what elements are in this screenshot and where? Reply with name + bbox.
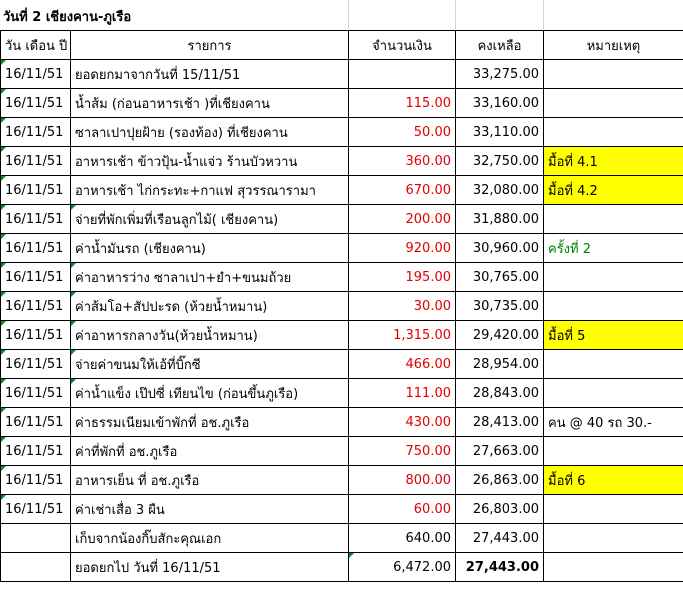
cell-date-text: 16/11/51 <box>5 298 64 314</box>
cell-marker-icon <box>1 437 6 442</box>
cell-date-text: 16/11/51 <box>5 472 64 488</box>
cell-date[interactable] <box>1 205 71 234</box>
cell-note[interactable] <box>544 524 683 553</box>
cell-marker-icon <box>349 553 354 558</box>
cell-balance[interactable]: 27,443.00 <box>456 553 544 582</box>
cell-item[interactable] <box>71 292 349 321</box>
cell-item[interactable]: ยอดยกไป วันที่ 16/11/51 <box>71 553 349 582</box>
cell-date[interactable] <box>1 466 71 495</box>
cell-marker-icon <box>71 350 76 355</box>
table-row <box>1 524 683 553</box>
cell-amount[interactable]: 50.00 <box>349 118 456 147</box>
table-row <box>1 350 683 379</box>
cell-balance[interactable]: 26,803.00 <box>456 495 544 524</box>
cell-date[interactable] <box>1 263 71 292</box>
cell-item[interactable] <box>71 263 349 292</box>
table-row <box>1 408 683 437</box>
table-row <box>1 321 683 350</box>
cell-item[interactable]: เก็บจากน้องกิ๊บสักะคุณเอก <box>71 524 349 553</box>
cell-date-text: 16/11/51 <box>5 443 64 459</box>
table-row <box>1 437 683 466</box>
cell-balance[interactable]: 28,954.00 <box>456 350 544 379</box>
cell-amount[interactable]: 111.00 <box>349 379 456 408</box>
cell-date-text: 16/11/51 <box>5 66 64 82</box>
cell-balance[interactable]: 33,160.00 <box>456 89 544 118</box>
cell-date[interactable] <box>1 292 71 321</box>
cell-marker-icon <box>1 147 6 152</box>
cell-marker-icon <box>1 350 6 355</box>
cell-balance[interactable]: 31,880.00 <box>456 205 544 234</box>
table-row <box>1 176 683 205</box>
cell-item[interactable]: ค่าเช่าเสื่อ 3 ผืน <box>71 495 349 524</box>
table-row <box>1 292 683 321</box>
ledger-table <box>0 30 683 582</box>
header-note[interactable]: หมายเหตุ <box>544 31 683 60</box>
cell-date-text: 16/11/51 <box>5 240 64 256</box>
cell-amount[interactable]: 430.00 <box>349 408 456 437</box>
cell-date-text: 16/11/51 <box>5 124 64 140</box>
cell-note[interactable] <box>544 89 683 118</box>
cell-amount[interactable]: 640.00 <box>349 524 456 553</box>
cell-item-text: จ่ายที่พักเพิ่มที่เรือนลูกไม้( เชียงคาน) <box>75 212 279 228</box>
sheet-title: วันที่ 2 เชียงคาน-ภูเรือ <box>3 10 132 25</box>
cell-note[interactable] <box>544 205 683 234</box>
table-row <box>1 379 683 408</box>
cell-item-text: ค่าส้มโอ+สัปปะรด (ห้วยน้ำหมาน) <box>75 299 268 315</box>
cell-note[interactable]: มื้อที่ 4.2 <box>544 176 683 205</box>
cell-balance[interactable]: 30,735.00 <box>456 292 544 321</box>
cell-balance[interactable]: 27,663.00 <box>456 437 544 466</box>
cell-date-text: 16/11/51 <box>5 211 64 227</box>
cell-marker-icon <box>1 118 6 123</box>
cell-marker-icon <box>1 321 6 326</box>
table-row <box>1 263 683 292</box>
cell-marker-icon <box>71 379 76 384</box>
cell-item[interactable]: อาหารเย็น ที่ อช.ภูเรือ <box>71 466 349 495</box>
cell-balance[interactable]: 26,863.00 <box>456 466 544 495</box>
table-row <box>1 89 683 118</box>
cell-item[interactable] <box>71 379 349 408</box>
cell-item[interactable]: ค่าน้ำมันรถ (เชียงคาน) <box>71 234 349 263</box>
cell-amount[interactable]: 920.00 <box>349 234 456 263</box>
cell-date-text: 16/11/51 <box>5 414 64 430</box>
cell-note[interactable]: คน @ 40 รถ 30.- <box>544 408 683 437</box>
cell-date-text: 16/11/51 <box>5 501 64 517</box>
cell-note[interactable]: ครั้งที่ 2 <box>544 234 683 263</box>
cell-marker-icon <box>1 292 6 297</box>
cell-date[interactable] <box>1 321 71 350</box>
cell-marker-icon <box>1 60 6 65</box>
cell-date[interactable] <box>1 89 71 118</box>
cell-date-text: 16/11/51 <box>5 385 64 401</box>
cell-balance[interactable]: 32,080.00 <box>456 176 544 205</box>
cell-marker-icon <box>1 379 6 384</box>
cell-amount[interactable]: 195.00 <box>349 263 456 292</box>
cell-note[interactable] <box>544 60 683 89</box>
header-date[interactable]: วัน เดือน ปี <box>1 31 71 60</box>
cell-date[interactable] <box>1 524 71 553</box>
cell-amount[interactable]: 30.00 <box>349 292 456 321</box>
cell-note[interactable] <box>544 379 683 408</box>
cell-balance[interactable]: 28,843.00 <box>456 379 544 408</box>
cell-date[interactable] <box>1 118 71 147</box>
cell-balance[interactable]: 28,413.00 <box>456 408 544 437</box>
title-row[interactable] <box>0 0 683 30</box>
table-row <box>1 147 683 176</box>
table-row <box>1 495 683 524</box>
cell-marker-icon <box>1 205 6 210</box>
cell-amount[interactable]: 670.00 <box>349 176 456 205</box>
cell-marker-icon <box>1 408 6 413</box>
cell-date[interactable] <box>1 350 71 379</box>
cell-marker-icon <box>1 89 6 94</box>
cell-item-text: จ่ายค่าขนมให้เอ้ที่บิ๊กซี <box>75 357 201 373</box>
cell-note[interactable] <box>544 437 683 466</box>
cell-date-text: 16/11/51 <box>5 182 64 198</box>
cell-marker-icon <box>1 176 6 181</box>
cell-date-text: 16/11/51 <box>5 269 64 285</box>
table-row <box>1 118 683 147</box>
table-row <box>1 60 683 89</box>
cell-date-text: 16/11/51 <box>5 356 64 372</box>
cell-date-text: 16/11/51 <box>5 95 64 111</box>
cell-item[interactable]: น้ำส้ม (ก่อนอาหารเช้า )ที่เชียงคาน <box>71 89 349 118</box>
cell-amount[interactable]: 360.00 <box>349 147 456 176</box>
cell-balance[interactable]: 29,420.00 <box>456 321 544 350</box>
cell-amount[interactable] <box>349 60 456 89</box>
cell-item[interactable]: ค่าที่พักที่ อช.ภูเรือ <box>71 437 349 466</box>
cell-amount[interactable] <box>349 553 456 582</box>
cell-date[interactable] <box>1 437 71 466</box>
cell-date-text: 16/11/51 <box>5 327 64 343</box>
cell-item[interactable] <box>71 350 349 379</box>
cell-amount[interactable]: 466.00 <box>349 350 456 379</box>
cell-balance[interactable]: 30,960.00 <box>456 234 544 263</box>
cell-date[interactable] <box>1 147 71 176</box>
cell-amount[interactable]: 1,315.00 <box>349 321 456 350</box>
cell-item[interactable]: อาหารเช้า ไก่กระทะ+กาแฟ สุวรรณารามา <box>71 176 349 205</box>
cell-amount[interactable]: 200.00 <box>349 205 456 234</box>
cell-note[interactable] <box>544 495 683 524</box>
cell-item-text: ค่าอาหารกลางวัน(ห้วยน้ำหมาน) <box>75 328 258 344</box>
cell-item[interactable] <box>71 321 349 350</box>
cell-marker-icon <box>71 205 76 210</box>
cell-date[interactable] <box>1 495 71 524</box>
cell-balance[interactable]: 27,443.00 <box>456 524 544 553</box>
cell-date[interactable] <box>1 379 71 408</box>
cell-item-text: ค่าน้ำแข็ง เป๊ปซี่ เทียนไข (ก่อนขึ้นภูเรือ) <box>75 386 299 402</box>
cell-marker-icon <box>71 292 76 297</box>
cell-item-text: ค่าอาหารว่าง ซาลาเปา+ยำ+ขนมถ้วย <box>75 270 292 286</box>
cell-date[interactable] <box>1 553 71 582</box>
table-row <box>1 466 683 495</box>
cell-note[interactable] <box>544 292 683 321</box>
cell-balance[interactable]: 32,750.00 <box>456 147 544 176</box>
cell-marker-icon <box>71 321 76 326</box>
cell-item[interactable] <box>71 205 349 234</box>
cell-note[interactable]: มื้อที่ 6 <box>544 466 683 495</box>
table-row <box>1 205 683 234</box>
cell-amount[interactable]: 115.00 <box>349 89 456 118</box>
cell-note[interactable] <box>544 263 683 292</box>
cell-balance[interactable]: 33,275.00 <box>456 60 544 89</box>
cell-item[interactable]: ซาลาเปาปุยฝ้าย (รองท้อง) ที่เชียงคาน <box>71 118 349 147</box>
cell-note[interactable]: มื้อที่ 4.1 <box>544 147 683 176</box>
cell-date[interactable] <box>1 176 71 205</box>
cell-note[interactable] <box>544 553 683 582</box>
cell-marker-icon <box>1 466 6 471</box>
cell-amount[interactable]: 800.00 <box>349 466 456 495</box>
cell-amount[interactable]: 60.00 <box>349 495 456 524</box>
cell-amount[interactable]: 750.00 <box>349 437 456 466</box>
cell-date[interactable] <box>1 60 71 89</box>
cell-item[interactable]: ยอดยกมาจากวันที่ 15/11/51 <box>71 60 349 89</box>
table-row <box>1 553 683 582</box>
cell-balance[interactable]: 33,110.00 <box>456 118 544 147</box>
cell-date-text: 16/11/51 <box>5 153 64 169</box>
cell-marker-icon <box>1 495 6 500</box>
cell-marker-icon <box>71 263 76 268</box>
header-amount[interactable]: จำนวนเงิน <box>349 31 456 60</box>
header-row <box>1 31 683 60</box>
cell-marker-icon <box>1 263 6 268</box>
cell-date[interactable] <box>1 408 71 437</box>
cell-amount-text: 6,472.00 <box>393 559 451 575</box>
cell-note[interactable] <box>544 118 683 147</box>
header-item[interactable]: รายการ <box>71 31 349 60</box>
cell-balance[interactable]: 30,765.00 <box>456 263 544 292</box>
cell-note[interactable] <box>544 350 683 379</box>
cell-note[interactable]: มื้อที่ 5 <box>544 321 683 350</box>
cell-marker-icon <box>1 234 6 239</box>
cell-item[interactable]: อาหารเช้า ข้าวปุ้น-น้ำแจ่ว ร้านบัวหวาน <box>71 147 349 176</box>
cell-item[interactable]: ค่าธรรมเนียมเข้าพักที่ อช.ภูเรือ <box>71 408 349 437</box>
table-row <box>1 234 683 263</box>
cell-date[interactable] <box>1 234 71 263</box>
header-balance[interactable]: คงเหลือ <box>456 31 544 60</box>
